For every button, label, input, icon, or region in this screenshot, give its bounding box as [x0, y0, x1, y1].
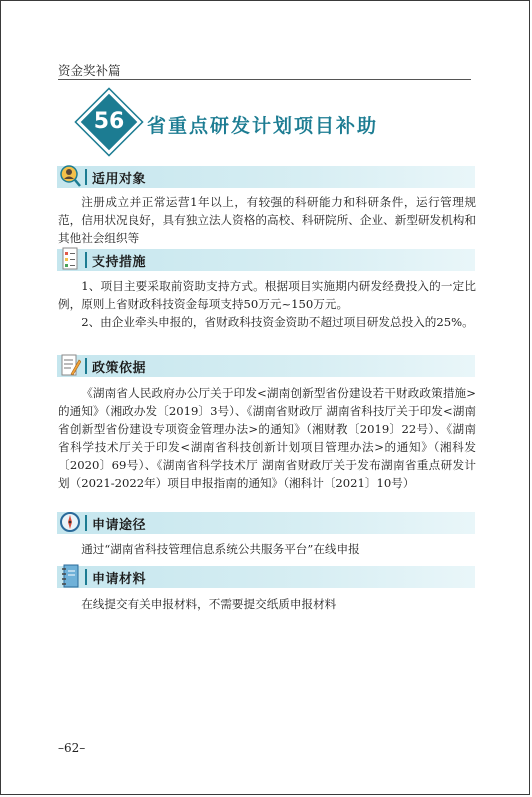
section-divider — [85, 358, 87, 374]
section-divider — [85, 252, 87, 268]
section-divider — [85, 569, 87, 585]
section-body-channel — [58, 540, 476, 558]
title-text: 省重点研发计划项目补助 — [147, 115, 379, 137]
section-header-policy — [57, 355, 475, 377]
section-header-materials — [57, 566, 475, 588]
notebook-icon — [59, 563, 81, 589]
checklist-icon — [59, 246, 81, 272]
section-header-eligibility — [57, 166, 475, 188]
section-body-materials — [58, 595, 476, 613]
compass-icon — [59, 509, 81, 535]
section-title: 支持措施 — [92, 255, 147, 270]
section-body-eligibility — [58, 193, 476, 247]
paragraph: 2、由企业牵头申报的，省财政科技资金资助不超过项目研发总投入的25%。 — [81, 315, 474, 329]
section-body-support — [58, 277, 476, 331]
page-title — [81, 97, 461, 157]
page-number: –62– — [58, 741, 86, 755]
paragraph: 通过“湖南省科技管理信息系统公共服务平台”在线申报 — [81, 542, 360, 556]
section-divider — [85, 515, 87, 531]
section-title: 申请途径 — [92, 518, 147, 533]
paragraph: 注册成立并正常运营1年以上，有较强的科研能力和科研条件，运行管理规范，信用状况良好，具有独立法人资格的高校、科研院所、企业、新型研发机构和其他社会组织等 — [58, 195, 476, 245]
header-rule — [58, 79, 471, 80]
section-body-policy — [58, 384, 476, 492]
section-divider — [85, 169, 87, 185]
person-magnifier-icon — [59, 163, 81, 189]
running-head: 资金奖补篇 — [58, 63, 121, 78]
paragraph: 在线提交有关申报材料，不需要提交纸质申报材料 — [81, 597, 337, 611]
section-header-channel — [57, 512, 475, 534]
paragraph: 1、项目主要采取前资助支持方式。根据项目实施期内研发经费投入的一定比例，原则上省财政科技资金每项支持50万元~150万元。 — [58, 279, 476, 311]
section-title: 申请材料 — [92, 572, 147, 587]
document-pencil-icon — [59, 352, 81, 378]
section-header-support — [57, 249, 475, 271]
section-title: 政策依据 — [92, 361, 147, 376]
section-title: 适用对象 — [92, 172, 147, 187]
paragraph: 《湖南省人民政府办公厅关于印发<湖南创新型省份建设若干财政政策措施>的通知》（湘政办发〔2019〕3号）、《湖南省财政厅 湖南省科技厅关于印发<湖南省创新型省份建设专项资金管理办法>的通知》（湘财教〔2019〕22号）、《湖南省科学技术厅关于印发<湖南省科技创新计划项目管理办法>的通知》（湘科发〔2020〕69号）、《湖南省科学技术厅 湖南省财政厅关于发布湖南省重点研发计划（2021-2022年）项目申报指南的通知》（湘科计〔2021〕10号） — [58, 386, 476, 490]
title-number: 56 — [93, 109, 125, 134]
